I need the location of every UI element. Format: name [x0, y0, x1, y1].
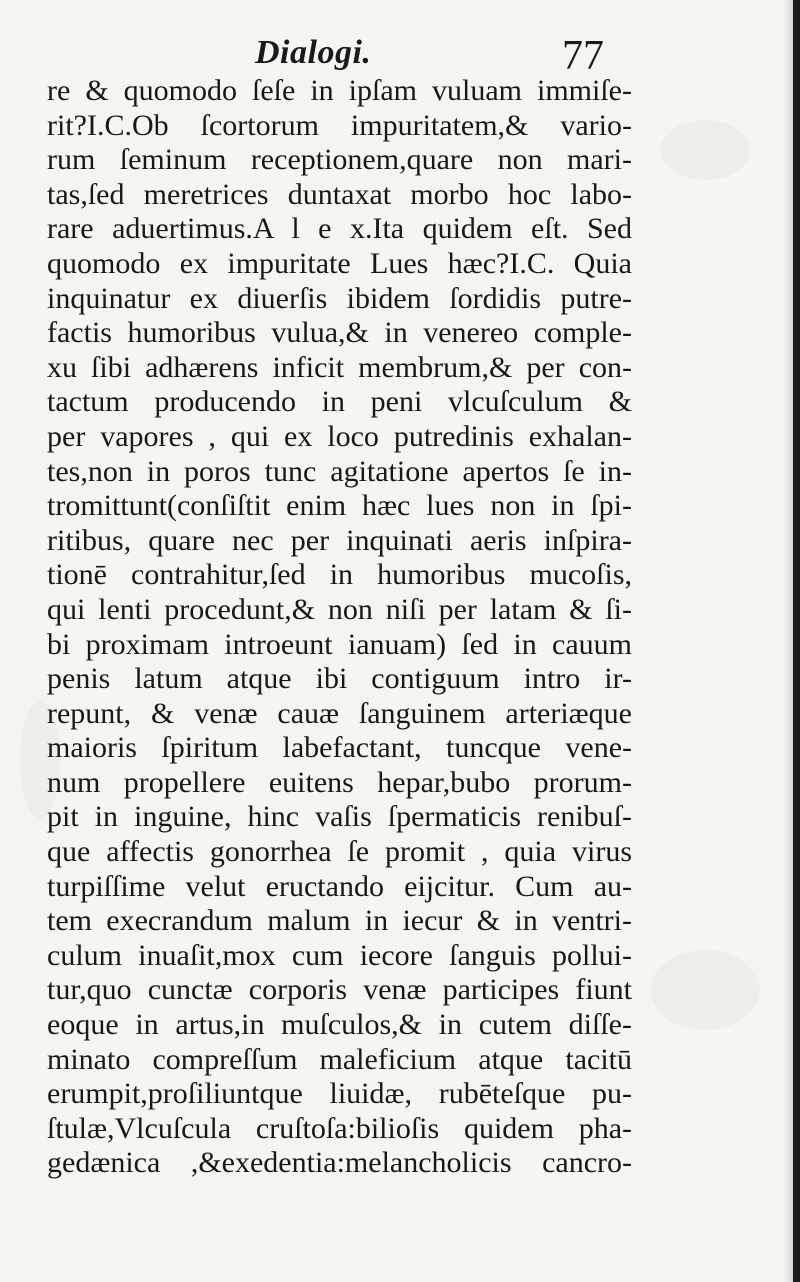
text-line: repunt, & venæ cauæ ſanguinem arteriæque — [47, 696, 632, 730]
text-line: penis latum atque ibi contiguum intro ir- — [47, 662, 632, 696]
body-text — [47, 74, 632, 1181]
text-line: maioris ſpiritum labefactant, tuncque vene- — [47, 731, 632, 765]
text-line: culum inuaſit,mox cum iecore ſanguis pollui- — [47, 938, 632, 972]
text-line: pit in inguine, hinc vaſis ſpermaticis renibuſ- — [47, 800, 632, 834]
text-line: tur,quo cunctæ corporis venæ participes fiunt — [47, 973, 632, 1007]
paper-stain — [660, 120, 750, 180]
text-line: xu ſibi adhærens inficit membrum,& per con- — [47, 350, 632, 384]
text-line: tem execrandum malum in iecur & in ventri- — [47, 904, 632, 938]
text-line: tactum producendo in peni vlcuſculum & — [47, 385, 632, 419]
text-line: que affectis gonorrhea ſe promit , quia virus — [47, 835, 632, 869]
text-line: rare aduertimus.A l e x.Ita quidem eſt. Sed — [47, 212, 632, 246]
text-line: tas,ſed meretrices duntaxat morbo hoc labo- — [47, 177, 632, 211]
text-line: bi proximam introeunt ianuam) ſed in cauum — [47, 627, 632, 661]
text-line: ritibus, quare nec per inquinati aeris inſpira- — [47, 523, 632, 557]
paper-stain — [650, 950, 760, 1030]
running-head: Dialogi. — [255, 34, 372, 71]
text-line: minato compreſſum maleficium atque tacitū — [47, 1042, 632, 1076]
text-line: tionē contrahitur,ſed in humoribus mucoſis, — [47, 558, 632, 592]
page-number: 77 — [562, 33, 604, 79]
text-line: tes,non in poros tunc agitatione apertos ſe in- — [47, 454, 632, 488]
text-line: ſtulæ,Vlcuſcula cruſtoſa:bilioſis quidem pha- — [47, 1111, 632, 1145]
text-line: factis humoribus vulua,& in venereo comple- — [47, 316, 632, 350]
text-line: qui lenti procedunt,& non niſi per latam & ſi- — [47, 592, 632, 626]
text-line: turpiſſime velut eructando eijcitur. Cum au- — [47, 869, 632, 903]
text-line: per vapores , qui ex loco putredinis exhalan- — [47, 419, 632, 453]
text-line: tromittunt(conſiſtit enim hæc lues non in ſpi- — [47, 489, 632, 523]
text-line: num propellere euitens hepar,bubo prorum- — [47, 765, 632, 799]
text-line: inquinatur ex diuerſis ibidem ſordidis putre- — [47, 281, 632, 315]
page-edge — [793, 0, 800, 1282]
text-line: rum ſeminum receptionem,quare non mari- — [47, 143, 632, 177]
text-line: gedænica ,&exedentia:melancholicis cancro- — [47, 1146, 632, 1180]
text-line: erumpit,proſiliuntque liuidæ, rubēteſque pu- — [47, 1077, 632, 1111]
text-line: re & quomodo ſeſe in ipſam vuluam immiſe- — [47, 74, 632, 107]
page-edge-shadow — [783, 0, 793, 1282]
text-line: eoque in artus,in muſculos,& in cutem diſſe- — [47, 1008, 632, 1042]
text-line: rit?I.C.Ob ſcortorum impuritatem,& vario- — [47, 108, 632, 142]
text-line: quomodo ex impuritate Lues hæc?I.C. Quia — [47, 246, 632, 280]
